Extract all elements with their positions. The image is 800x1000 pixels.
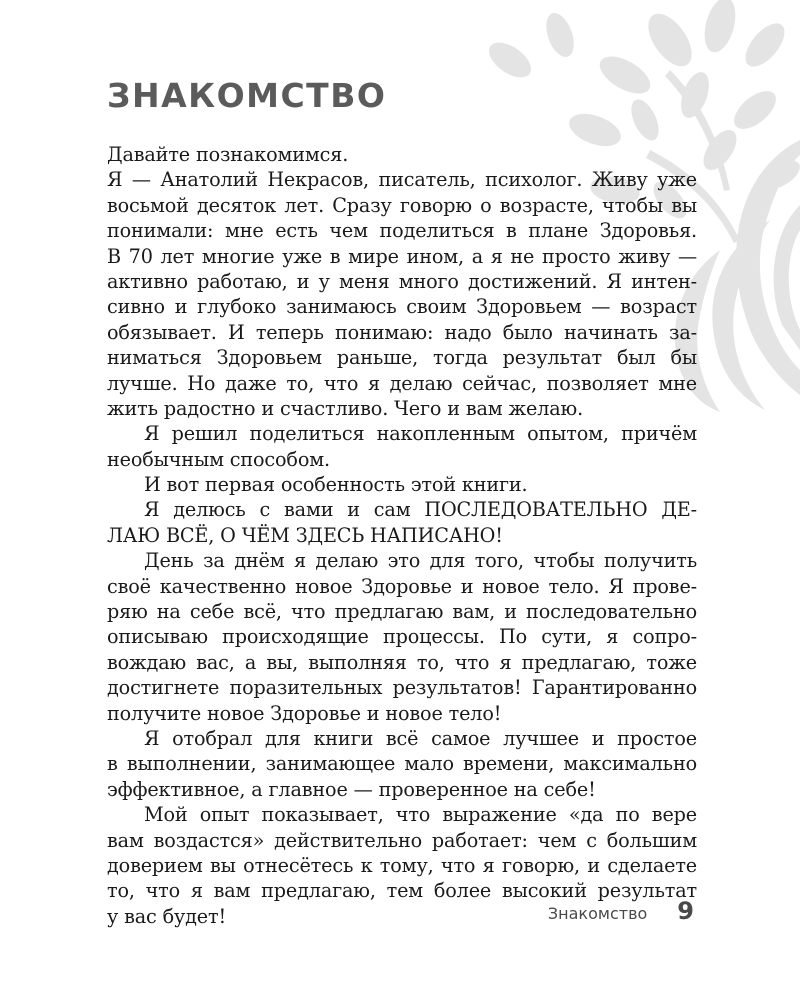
text-line: Давайте познакомимся. [107,143,349,166]
text-line: вождаю вас, а вы, выполняя то, что я предлагаю, тоже [107,650,697,674]
text-line: Мой опыт показывает, что выражение «да по вере [144,803,697,827]
text-line: День за днём я делаю это для того, чтобы получить [144,549,697,573]
text-line: Я отобрал для книги всё самое лучшее и простое [144,726,697,750]
text-line: эффективное, а главное — проверенное на себе! [107,777,596,801]
text-line: то, что я вам предлагаю, тем более высокий результат [107,879,697,903]
text-line: жить радостно и счастливо. Чего и вам желаю. [107,396,584,420]
text-line: понимали: мне есть чем поделиться в плане Здоровья. [107,219,697,243]
text-line: обязывает. И теперь понимаю: надо было начинать за- [107,320,697,344]
page-number: 9 [677,897,694,925]
page-footer [548,897,694,925]
text-line: восьмой десяток лет. Сразу говорю о возрасте, чтобы вы [107,193,697,217]
text-line: Я — Анатолий Некрасов, писатель, психолог. Живу уже [107,168,697,192]
text-line: В 70 лет многие уже в мире ином, а я не просто живу — [107,244,697,268]
text-line: в выполнении, занимающее мало времени, максимально [107,752,697,776]
text-line: описываю происходящие процессы. По сути, я сопро- [107,625,697,649]
text-line: сивно и глубоко занимаюсь своим Здоровьем — возраст [107,295,697,319]
body-text [107,142,697,929]
text-line: своё качественно новое Здоровье и новое тело. Я прове- [107,574,697,598]
text-line: ниматься Здоровьем раньше, тогда результат был бы [107,346,697,370]
text-line: вам воздастся» действительно работает: чем с большим [107,828,697,852]
text-line: лучше. Но даже то, что я делаю сейчас, позволяет мне [107,371,697,395]
text-line: Я решил поделиться накопленным опытом, причём [144,422,697,446]
text-line: достигнете поразительных результатов! Гарантированно [107,676,697,700]
text-line: ряю на себе всё, что предлагаю вам, и последовательно [107,600,697,624]
text-line: активно работаю, и у меня много достижений. Я интен- [107,269,697,293]
page-title: ЗНАКОМСТВО [107,76,387,115]
text-line: доверием вы отнесётесь к тому, что я говорю, и сделаете [107,853,697,877]
text-line: необычным способом. [107,447,330,471]
text-line: получите новое Здоровье и новое тело! [107,701,502,725]
text-line: у вас будет! [107,904,227,928]
text-line: Я делюсь с вами и сам ПОСЛЕДОВАТЕЛЬНО ДЕ- [144,498,697,522]
text-line: ЛАЮ ВСЁ, О ЧЁМ ЗДЕСЬ НАПИСАНО! [107,523,503,547]
running-title: Знакомство [547,904,648,923]
text-line: И вот первая особенность этой книги. [144,473,528,497]
